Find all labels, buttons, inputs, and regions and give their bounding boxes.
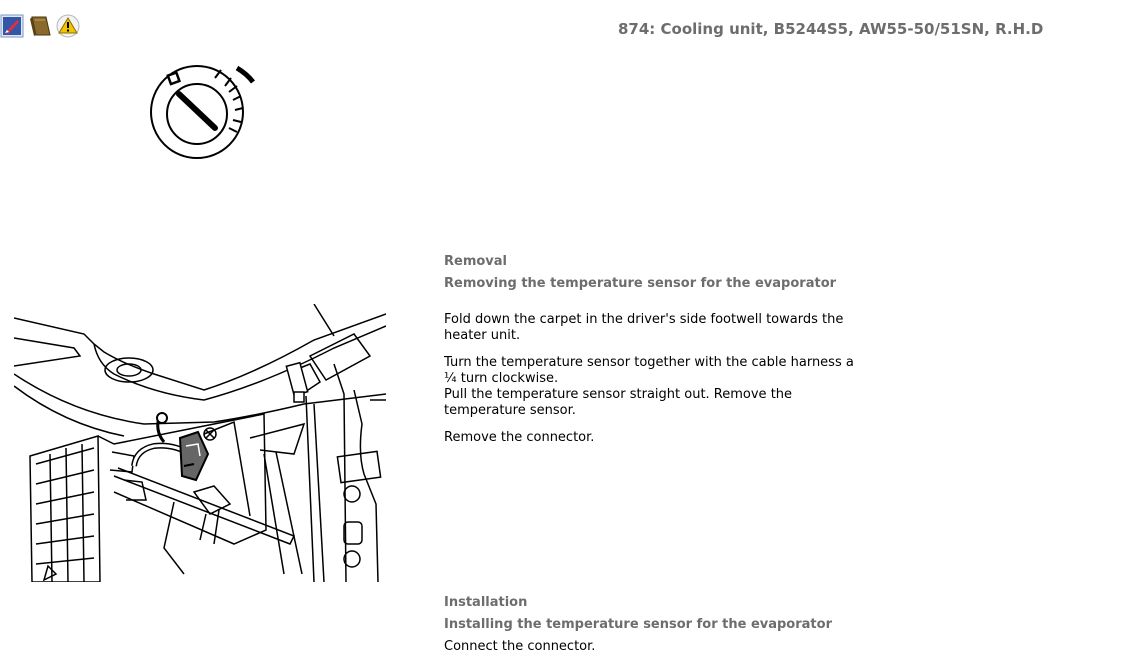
removal-step-2a: Turn the temperature sensor together with the cable harness a ¼ turn clockwise. [444, 355, 854, 386]
warning-icon [56, 14, 80, 38]
installation-subheading: Installing the temperature sensor for the evaporator [444, 617, 832, 632]
removal-step-3: Remove the connector. [444, 430, 595, 445]
removal-heading: Removal [444, 254, 508, 269]
sensor-turn-illustration [145, 62, 265, 162]
manual-button[interactable] [28, 14, 52, 38]
book-icon [28, 14, 52, 38]
note-button[interactable] [0, 14, 24, 38]
note-icon [0, 14, 24, 38]
document-title: 874: Cooling unit, B5244S5, AW55-50/51SN, R.H.D [618, 20, 1044, 38]
warning-button[interactable] [56, 14, 80, 38]
toolbar [0, 14, 80, 38]
removal-subheading: Removing the temperature sensor for the evaporator [444, 276, 837, 291]
installation-heading: Installation [444, 595, 528, 610]
installation-step-1: Connect the connector. [444, 639, 596, 654]
heater-unit-illustration [14, 304, 386, 582]
removal-step-1: Fold down the carpet in the driver's side footwell towards the heater unit. [444, 312, 844, 343]
removal-step-2b: Pull the temperature sensor straight out. Remove the temperature sensor. [444, 387, 793, 418]
